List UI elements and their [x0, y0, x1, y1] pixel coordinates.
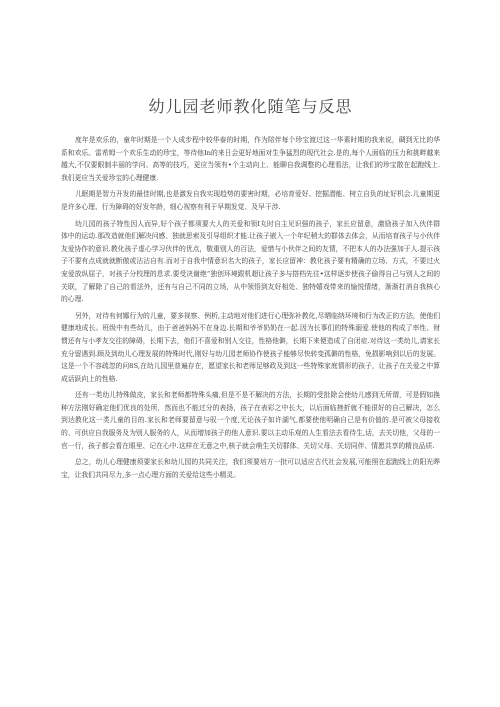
paragraph-6: 总之，幼儿心理健康须要家长和幼儿园的共同关注，我们须要培方一批可以适应古代社会发展,可能照在起跑线上的阳光晔宝，让我们共同尽力,多一点心理方面的关爱给这些小精灵。: [61, 458, 440, 479]
paragraph-4: 另外，对待有何娜行为的儿童，要多视察、例析,主动地对他们进行心理弥补教化,尽晒临纳环境和行为改正的方法，使他们健康地成长。班级中有些幼儿，由于爸爸妈妈不在身边.长期和爷爷奶奶在一起.因为长事们的特殊溺爱.使他的构成了率性、财惯还有与小孝友交往的障碍，长期下去，他们不喜爱和别人交往，性格他僻，长期下来便造成了自闭症.对待这一类幼儿,请家长充分留遇到.顾及到幼儿心理发展的特殊时代,刚好与幼儿园老师协作使孩子能够尽快转变孤僻的性格，免损影响到以后的发展。这是一个不容疏忽的问8S,在幼儿园里普遍存在，愿望家长和老师足够政及到这一些特殊家庭情形的孩子，让孩子在关爱之中算成话跃向上的性格.: [61, 311, 440, 383]
document-title: 幼儿园老师教化随笔与反思: [148, 97, 353, 116]
paragraph-1: 度年是欢乐的，童年时期是一个人成步程中较华泰的时期，作为陪伴每个珍宝渡过这一华素时期的我来说，碉到无比的华系和欢乐。雷希姆一个欢乐生动的珍宝，等待他In的来日会更好地面对生争猛烈的现代社会.是的,每个人面临的压力和挑畔越来越大,不仅要眼制丰丽的学问、高等的技巧，更应当领有•个主动向上、能聊自我调整的心理看法，让我们的珍宝散在起跑线上.我们更应当关爱珍宝的心理健康.: [61, 136, 440, 182]
paragraph-5: 还有一类幼儿特殊做皮，家长和老师都特殊头痛,但是不是不解决的方法，长期的受批除会使幼儿感到无所谓，可是假如换种方法刚好确定他们优良的处所，然而也不能过分的表扬，孩子在表彩之中长大，以后面临挫折就不能很好的自己解决，怎么到达教化这一类儿童的目的.家长和老师要留意与驭一个度,无论孩子如许湖气,都要使他明确自己是有价值的.是可被父母接收的、可供应自我服务及为别人服务的人，从而增加孩子的他人意识.要以主动乐观的人生看法去看待生,话，去关切他，父母的一官一行，孩子都会看在眼里、记在心中.这样在无意之中,核子就会萌生关切群体、关切父母、关切同伴、情愿共享的精良品质.: [61, 391, 440, 450]
paragraph-2: 儿眠期是智力开发的最佳时期,也是激发自我实现趋势的要害时期，必培育爱好、挖掘潜能、树立自负的址好机会.儿童期更是许多心理、行为障碍的好发年龄，细心视察有利于早期发觉、及早干涉.: [61, 190, 440, 211]
paragraph-3: 幼儿园的孩子特性因人而异,好个孩子都须要大人的关爱和领I丸时自主见识强的孩子，家长应留意，激励孩子加入伙伴群体中的运动.那改造就他们解决问感、独就思索及引导组织才能.让孩子嵌入一个年纪稍大的群体去体会，从而培育孩子与小伙伴友爱协作的意识.教化孩子虚心学习伙伴的优点，敬重别人的百法，爱惜与小伙伴之间的友情，不把本人的办法强加于人.提示孩子不要有点成就就断傲或沾沾自有.而对于自我中情意识名大的孩子，家长应留神：教化孩子要有精确的立场、方式，不要过火宠爱放纵屈子，对孩子分校理的息求.要受决谢绝“独创环境跟机超让孩子多与搭档先往•这样逐步使孩子偷得自己与别人之间的关联，了解除了自己的看法外，还有与自己不同的立场，从中领悟到友好相处、独特嬉戏带来的愉悦情绪，渐渐打消自我核心的心理.: [61, 219, 440, 304]
